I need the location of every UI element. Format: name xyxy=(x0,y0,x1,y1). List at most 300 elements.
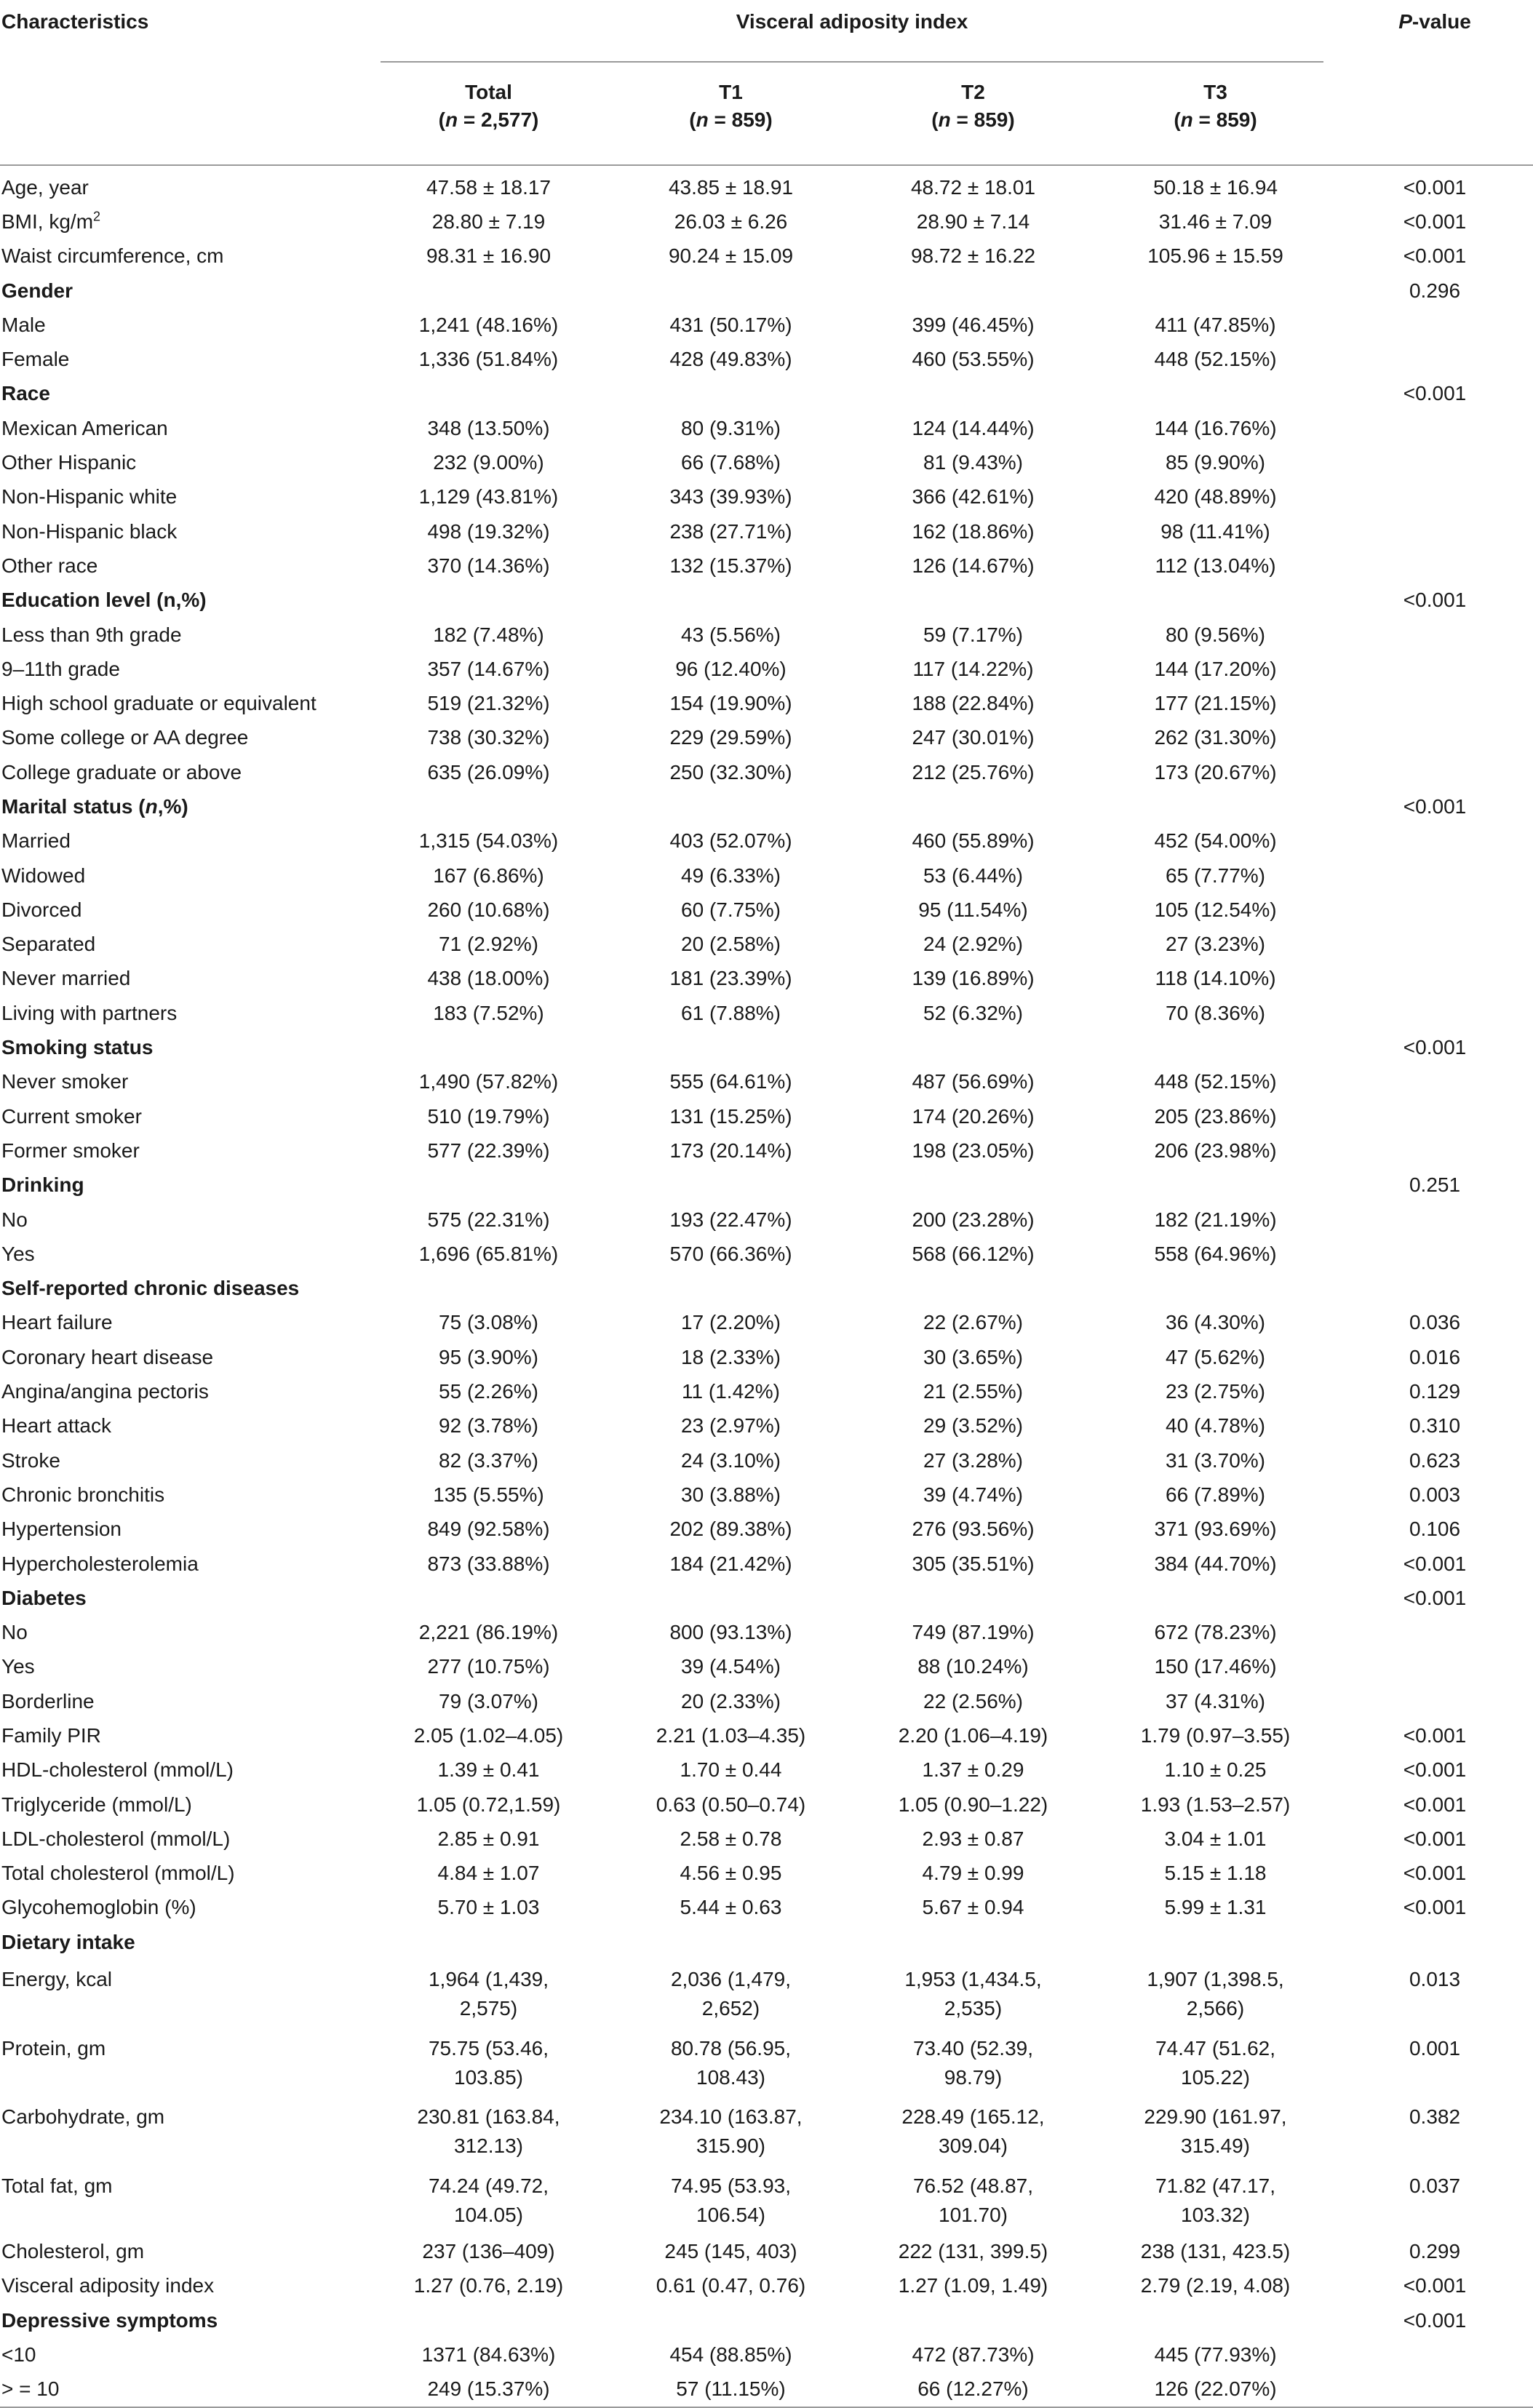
cell-value: 230.81 (163.84, 312.13) xyxy=(417,2105,560,2158)
cell-value: 1,696 (65.81%) xyxy=(418,1242,559,1265)
section-label xyxy=(0,1925,367,1959)
row-label-text: Some college or AA degree xyxy=(1,726,249,749)
table-row xyxy=(0,1203,1533,1237)
cell-value: 85 (9.90%) xyxy=(1166,451,1265,474)
cell-value: 21 (2.55%) xyxy=(923,1380,1023,1403)
cell-t3 xyxy=(1094,721,1337,755)
cell-value: 188 (22.84%) xyxy=(912,692,1035,715)
cell-value: 61 (7.88%) xyxy=(681,1001,781,1024)
table-row xyxy=(0,824,1533,858)
pvalue-text: <0.001 xyxy=(1403,1036,1467,1059)
cell-value: 144 (17.20%) xyxy=(1154,657,1277,680)
row-label xyxy=(0,1718,367,1753)
cell-t3 xyxy=(1094,1409,1337,1443)
pvalue-text: 0.310 xyxy=(1409,1414,1461,1438)
cell-t1 xyxy=(610,2372,852,2407)
cell-value: 305 (35.51%) xyxy=(912,1552,1035,1575)
pvalue-header xyxy=(1337,0,1533,63)
cell-total xyxy=(367,1272,610,1306)
cell-total xyxy=(367,893,610,927)
cell-pvalue xyxy=(1337,2303,1533,2337)
cell-value: 22 (2.56%) xyxy=(923,1689,1023,1713)
cell-t2 xyxy=(852,445,1094,479)
cell-t3 xyxy=(1094,824,1337,858)
row-label-text: Female xyxy=(1,348,70,371)
cell-value: 139 (16.89%) xyxy=(912,967,1035,990)
cell-t3 xyxy=(1094,1959,1337,2028)
cell-value: 570 (66.36%) xyxy=(669,1242,792,1265)
cell-t2 xyxy=(852,1133,1094,1168)
cell-value: 277 (10.75%) xyxy=(427,1655,550,1678)
row-label-text: Current smoker xyxy=(1,1104,142,1128)
cell-t1 xyxy=(610,1203,852,1237)
cell-t3 xyxy=(1094,2269,1337,2303)
col-header-t3 xyxy=(1094,63,1337,165)
col-n: (n = 859) xyxy=(1174,108,1257,131)
cell-t2 xyxy=(852,824,1094,858)
cell-value: 250 (32.30%) xyxy=(669,760,792,784)
cell-t1 xyxy=(610,1478,852,1512)
pvalue-text: <0.001 xyxy=(1403,1896,1467,1919)
pvalue-text: 0.251 xyxy=(1409,1173,1461,1197)
cell-t2 xyxy=(852,2166,1094,2235)
pvalue-header-italic: P xyxy=(1398,10,1412,33)
cell-t1 xyxy=(610,1650,852,1684)
cell-t2 xyxy=(852,755,1094,789)
table-row xyxy=(0,1065,1533,1099)
cell-t2 xyxy=(852,1168,1094,1203)
cell-t3 xyxy=(1094,1925,1337,1959)
row-label-text: Carbohydrate, gm xyxy=(1,2105,165,2129)
cell-total xyxy=(367,549,610,583)
table-row xyxy=(0,928,1533,962)
col-name: T2 xyxy=(961,81,985,103)
table-row xyxy=(0,996,1533,1030)
cell-total xyxy=(367,1512,610,1547)
cell-t2 xyxy=(852,1272,1094,1306)
cell-t1 xyxy=(610,1306,852,1340)
cell-total xyxy=(367,618,610,652)
cell-value: 131 (15.25%) xyxy=(669,1104,792,1128)
cell-value: 2.93 ± 0.87 xyxy=(922,1827,1024,1850)
cell-value: 1.37 ± 0.29 xyxy=(922,1758,1024,1782)
pvalue-text: 0.037 xyxy=(1409,2174,1461,2197)
cell-t2 xyxy=(852,1065,1094,1099)
cell-total xyxy=(367,239,610,274)
table-row xyxy=(0,1650,1533,1684)
cell-pvalue xyxy=(1337,652,1533,686)
cell-value: 448 (52.15%) xyxy=(1154,1070,1277,1093)
cell-pvalue xyxy=(1337,1959,1533,2028)
group-title-rule xyxy=(381,61,1323,63)
cell-value: 260 (10.68%) xyxy=(427,898,550,921)
cell-total xyxy=(367,480,610,514)
table-row xyxy=(0,1547,1533,1581)
section-row xyxy=(0,1925,1533,1959)
cell-value: 245 (145, 403) xyxy=(664,2240,797,2263)
row-label xyxy=(0,239,367,274)
col-n: (n = 859) xyxy=(931,108,1015,131)
row-label-text: Hypertension xyxy=(1,1518,122,1541)
table-row xyxy=(0,686,1533,720)
row-label-text: Other race xyxy=(1,554,98,577)
row-label xyxy=(0,2166,367,2235)
cell-t1 xyxy=(610,1512,852,1547)
cell-value: 438 (18.00%) xyxy=(427,967,550,990)
cell-value: 399 (46.45%) xyxy=(912,313,1035,336)
col-header-t1 xyxy=(610,63,852,165)
cell-t3 xyxy=(1094,1340,1337,1374)
cell-t1 xyxy=(610,514,852,549)
cell-value: 31 (3.70%) xyxy=(1166,1448,1265,1472)
cell-value: 1,241 (48.16%) xyxy=(418,313,559,336)
row-label xyxy=(0,996,367,1030)
cell-total xyxy=(367,1581,610,1615)
row-label xyxy=(0,342,367,376)
cell-total xyxy=(367,789,610,824)
cell-value: 74.24 (49.72, 104.05) xyxy=(428,2174,549,2226)
row-label xyxy=(0,2097,367,2166)
cell-total xyxy=(367,1065,610,1099)
cell-total xyxy=(367,170,610,204)
cell-value: 1.05 (0.90–1.22) xyxy=(898,1793,1048,1816)
cell-t3 xyxy=(1094,170,1337,204)
cell-total xyxy=(367,1030,610,1064)
cell-total xyxy=(367,2234,610,2268)
cell-t1 xyxy=(610,1374,852,1408)
cell-value: 36 (4.30%) xyxy=(1166,1311,1265,1334)
row-label xyxy=(0,2234,367,2268)
cell-pvalue xyxy=(1337,1168,1533,1203)
cell-pvalue xyxy=(1337,962,1533,996)
cell-value: 2,221 (86.19%) xyxy=(418,1621,559,1644)
cell-value: 262 (31.30%) xyxy=(1154,726,1277,749)
cell-value: 65 (7.77%) xyxy=(1166,864,1265,887)
cell-t3 xyxy=(1094,1857,1337,1891)
row-label-text: Family PIR xyxy=(1,1724,101,1747)
cell-t3 xyxy=(1094,686,1337,720)
row-label xyxy=(0,2337,367,2372)
cell-value: 384 (44.70%) xyxy=(1154,1552,1277,1575)
cell-pvalue xyxy=(1337,721,1533,755)
cell-pvalue xyxy=(1337,1512,1533,1547)
cell-t2 xyxy=(852,1615,1094,1649)
table-row xyxy=(0,2097,1533,2166)
table-row xyxy=(0,1959,1533,2028)
cell-value: 49 (6.33%) xyxy=(681,864,781,887)
cell-pvalue xyxy=(1337,824,1533,858)
section-label xyxy=(0,1168,367,1203)
cell-value: 48.72 ± 18.01 xyxy=(910,175,1036,199)
section-label xyxy=(0,1030,367,1064)
cell-value: 96 (12.40%) xyxy=(675,657,787,680)
cell-pvalue xyxy=(1337,308,1533,342)
cell-t1 xyxy=(610,2269,852,2303)
cell-value: 5.67 ± 0.94 xyxy=(922,1896,1024,1919)
row-label xyxy=(0,411,367,445)
row-label-text: Coronary heart disease xyxy=(1,1345,214,1368)
cell-pvalue xyxy=(1337,2097,1533,2166)
cell-t1 xyxy=(610,1718,852,1753)
cell-value: 118 (14.10%) xyxy=(1155,967,1276,990)
cell-total xyxy=(367,2166,610,2235)
cell-t2 xyxy=(852,1547,1094,1581)
cell-value: 348 (13.50%) xyxy=(427,416,550,439)
cell-t1 xyxy=(610,824,852,858)
section-label xyxy=(0,2303,367,2337)
cell-pvalue xyxy=(1337,1925,1533,1959)
cell-value: 73.40 (52.39, 98.79) xyxy=(912,2036,1034,2089)
row-label-text: Energy, kcal xyxy=(1,1968,112,1991)
table-row xyxy=(0,1306,1533,1340)
table-row xyxy=(0,893,1533,927)
cell-t3 xyxy=(1094,962,1337,996)
row-label xyxy=(0,1478,367,1512)
table-row xyxy=(0,549,1533,583)
cell-t3 xyxy=(1094,2234,1337,2268)
cell-t1 xyxy=(610,928,852,962)
row-label xyxy=(0,1787,367,1822)
cell-value: 555 (64.61%) xyxy=(669,1070,792,1093)
cell-value: 1,315 (54.03%) xyxy=(418,829,559,853)
cell-value: 1371 (84.63%) xyxy=(421,2343,556,2366)
row-label-text: Angina/angina pectoris xyxy=(1,1380,209,1403)
cell-pvalue xyxy=(1337,411,1533,445)
row-label xyxy=(0,1650,367,1684)
cell-value: 472 (87.73%) xyxy=(912,2343,1035,2366)
cell-value: 43.85 ± 18.91 xyxy=(668,175,794,199)
cell-t1 xyxy=(610,170,852,204)
cell-value: 75 (3.08%) xyxy=(439,1311,538,1334)
col-n: (n = 859) xyxy=(689,108,773,131)
cell-t3 xyxy=(1094,1718,1337,1753)
pvalue-text: 0.623 xyxy=(1409,1448,1461,1472)
row-label-text: > = 10 xyxy=(1,2377,60,2401)
section-row xyxy=(0,1030,1533,1064)
cell-value: 200 (23.28%) xyxy=(912,1208,1035,1231)
row-label-text: Glycohemoglobin (%) xyxy=(1,1896,196,1919)
cell-pvalue xyxy=(1337,2166,1533,2235)
section-label xyxy=(0,1581,367,1615)
cell-total xyxy=(367,445,610,479)
cell-value: 1.93 (1.53–2.57) xyxy=(1140,1793,1291,1816)
cell-total xyxy=(367,1168,610,1203)
cell-value: 27 (3.28%) xyxy=(923,1448,1023,1472)
cell-t3 xyxy=(1094,2028,1337,2097)
cell-total xyxy=(367,377,610,411)
pvalue-text: 0.013 xyxy=(1409,1968,1461,1991)
cell-value: 55 (2.26%) xyxy=(439,1380,538,1403)
cell-pvalue xyxy=(1337,755,1533,789)
cell-t3 xyxy=(1094,445,1337,479)
row-label xyxy=(0,893,367,927)
cell-total xyxy=(367,755,610,789)
cell-pvalue xyxy=(1337,2234,1533,2268)
cell-value: 510 (19.79%) xyxy=(427,1104,550,1128)
table-row xyxy=(0,1409,1533,1443)
row-label xyxy=(0,1857,367,1891)
row-label-text: Self-reported chronic diseases xyxy=(1,1277,300,1300)
cell-value: 173 (20.67%) xyxy=(1154,760,1277,784)
cell-t3 xyxy=(1094,1237,1337,1271)
cell-value: 154 (19.90%) xyxy=(669,692,792,715)
cell-t1 xyxy=(610,445,852,479)
table-row xyxy=(0,445,1533,479)
cell-value: 1.27 (0.76, 2.19) xyxy=(413,2274,564,2297)
cell-value: 749 (87.19%) xyxy=(912,1621,1035,1644)
cell-total xyxy=(367,1891,610,1925)
pvalue-text: <0.001 xyxy=(1403,210,1467,233)
cell-t2 xyxy=(852,2028,1094,2097)
cell-value: 3.04 ± 1.01 xyxy=(1164,1827,1267,1850)
row-label-text: BMI, kg/m xyxy=(1,210,94,233)
cell-t1 xyxy=(610,1857,852,1891)
row-label xyxy=(0,1959,367,2028)
cell-value: 183 (7.52%) xyxy=(433,1001,544,1024)
cell-t2 xyxy=(852,1581,1094,1615)
pvalue-text: 0.299 xyxy=(1409,2240,1461,2263)
cell-t3 xyxy=(1094,2303,1337,2337)
cell-total xyxy=(367,2303,610,2337)
table-row xyxy=(0,1615,1533,1649)
cell-value: 206 (23.98%) xyxy=(1154,1139,1277,1162)
cell-t1 xyxy=(610,1615,852,1649)
cell-value: 57 (11.15%) xyxy=(676,2377,786,2401)
cell-value: 31.46 ± 7.09 xyxy=(1158,210,1273,233)
cell-t3 xyxy=(1094,1030,1337,1064)
section-label xyxy=(0,1272,367,1306)
cell-t3 xyxy=(1094,1374,1337,1408)
row-label-text: Hypercholesterolemia xyxy=(1,1552,199,1575)
cell-t1 xyxy=(610,274,852,308)
pvalue-text: <0.001 xyxy=(1403,1793,1467,1816)
cell-value: 2.21 (1.03–4.35) xyxy=(656,1724,806,1747)
cell-value: 577 (22.39%) xyxy=(427,1139,550,1162)
cell-value: 71.82 (47.17, 103.32) xyxy=(1155,2174,1276,2226)
cell-value: 1.39 ± 0.41 xyxy=(437,1758,540,1782)
cell-value: 0.63 (0.50–0.74) xyxy=(656,1793,806,1816)
cell-t3 xyxy=(1094,1133,1337,1168)
row-label xyxy=(0,2372,367,2407)
cell-value: 18 (2.33%) xyxy=(681,1345,781,1368)
cell-total xyxy=(367,1374,610,1408)
cell-t3 xyxy=(1094,1168,1337,1203)
cell-value: 177 (21.15%) xyxy=(1154,692,1277,715)
cell-pvalue xyxy=(1337,1822,1533,1856)
row-label-text: Cholesterol, gm xyxy=(1,2240,145,2263)
cell-t2 xyxy=(852,721,1094,755)
cell-total xyxy=(367,1650,610,1684)
cell-t2 xyxy=(852,2097,1094,2166)
table-row xyxy=(0,1237,1533,1271)
pvalue-text: 0.016 xyxy=(1409,1345,1461,1368)
cell-value: 193 (22.47%) xyxy=(669,1208,792,1231)
cell-t2 xyxy=(852,274,1094,308)
row-label xyxy=(0,1099,367,1133)
row-label-italic: n xyxy=(145,794,158,818)
cell-value: 174 (20.26%) xyxy=(912,1104,1035,1128)
table-row xyxy=(0,411,1533,445)
row-label xyxy=(0,1065,367,1099)
cell-value: 173 (20.14%) xyxy=(669,1139,792,1162)
row-label-text: Never married xyxy=(1,967,131,990)
cell-t2 xyxy=(852,1891,1094,1925)
cell-pvalue xyxy=(1337,1065,1533,1099)
row-label-text: High school graduate or equivalent xyxy=(1,692,316,715)
table-row xyxy=(0,652,1533,686)
row-label-text: No xyxy=(1,1621,28,1644)
cell-t1 xyxy=(610,1030,852,1064)
pvalue-text: <0.001 xyxy=(1403,589,1467,612)
cell-pvalue xyxy=(1337,1409,1533,1443)
cell-total xyxy=(367,1547,610,1581)
pvalue-text: <0.001 xyxy=(1403,2274,1467,2297)
cell-value: 448 (52.15%) xyxy=(1154,348,1277,371)
cell-t1 xyxy=(610,686,852,720)
cell-t1 xyxy=(610,1168,852,1203)
cell-t2 xyxy=(852,1340,1094,1374)
cell-value: 5.70 ± 1.03 xyxy=(437,1896,540,1919)
cell-t1 xyxy=(610,755,852,789)
cell-t3 xyxy=(1094,1684,1337,1718)
cell-t2 xyxy=(852,377,1094,411)
cell-total xyxy=(367,342,610,376)
row-label xyxy=(0,445,367,479)
row-label xyxy=(0,755,367,789)
cell-total xyxy=(367,1787,610,1822)
cell-value: 0.61 (0.47, 0.76) xyxy=(656,2274,806,2297)
cell-pvalue xyxy=(1337,618,1533,652)
table-row xyxy=(0,1684,1533,1718)
table-row xyxy=(0,1443,1533,1478)
col-name: T1 xyxy=(719,81,743,103)
cell-value: 2.85 ± 0.91 xyxy=(437,1827,540,1850)
row-label-tail: ,%) xyxy=(157,794,188,818)
cell-t3 xyxy=(1094,652,1337,686)
cell-t3 xyxy=(1094,583,1337,618)
row-label xyxy=(0,2028,367,2097)
section-row xyxy=(0,1581,1533,1615)
cell-total xyxy=(367,2372,610,2407)
cell-value: 95 (3.90%) xyxy=(439,1345,538,1368)
table-row xyxy=(0,858,1533,893)
cell-t3 xyxy=(1094,377,1337,411)
cell-total xyxy=(367,858,610,893)
row-label-text: Non-Hispanic white xyxy=(1,485,178,509)
cell-value: 229.90 (161.97, 315.49) xyxy=(1144,2105,1287,2158)
cell-total xyxy=(367,1857,610,1891)
cell-value: 403 (52.07%) xyxy=(669,829,792,853)
row-label xyxy=(0,1822,367,1856)
cell-value: 71 (2.92%) xyxy=(439,933,538,956)
row-label xyxy=(0,1409,367,1443)
cell-t1 xyxy=(610,721,852,755)
row-label xyxy=(0,549,367,583)
section-row xyxy=(0,1168,1533,1203)
table-row xyxy=(0,1857,1533,1891)
cell-t2 xyxy=(852,1099,1094,1133)
cell-value: 232 (9.00%) xyxy=(433,451,544,474)
table-row xyxy=(0,721,1533,755)
pvalue-text: <0.001 xyxy=(1403,794,1467,818)
cell-t1 xyxy=(610,2166,852,2235)
table-row xyxy=(0,2234,1533,2268)
cell-t3 xyxy=(1094,1272,1337,1306)
cell-t2 xyxy=(852,583,1094,618)
row-label-text: Depressive symptoms xyxy=(1,2308,218,2332)
row-label xyxy=(0,1753,367,1787)
cell-t2 xyxy=(852,239,1094,274)
